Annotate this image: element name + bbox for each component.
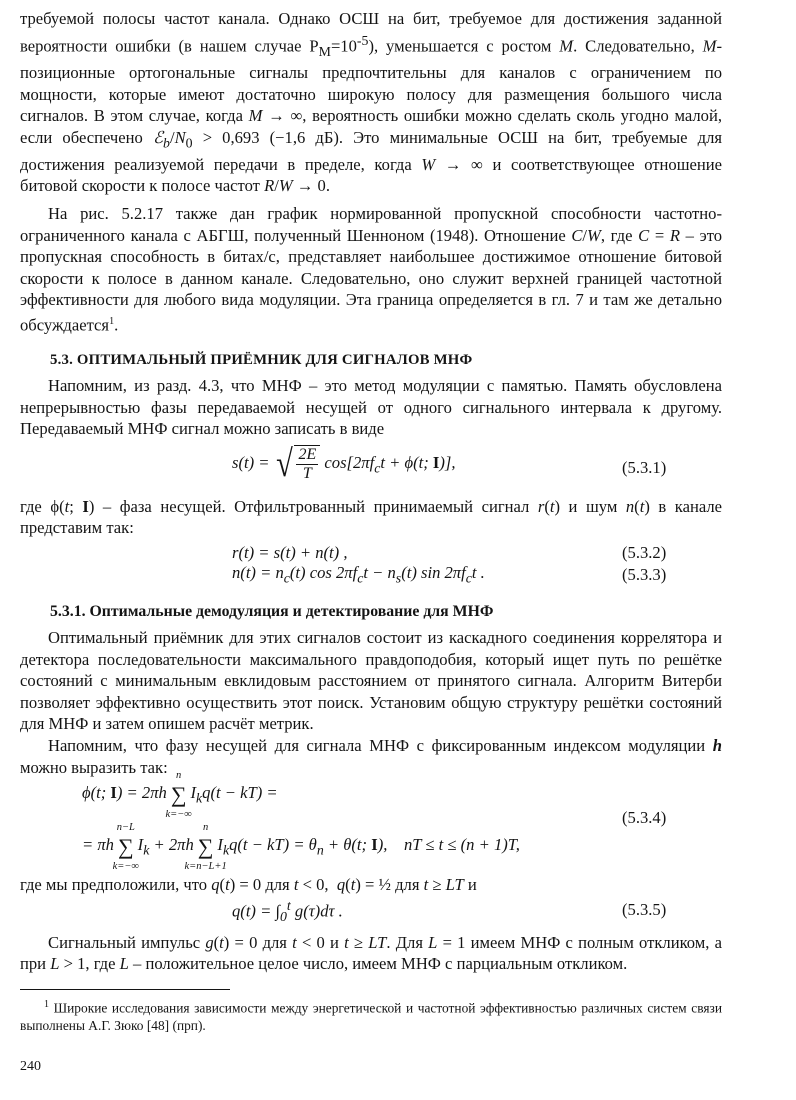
equation-5-3-2: r(t) = s(t) + n(t) , (5.3.2) xyxy=(232,542,667,562)
equation-label: (5.3.5) xyxy=(622,899,667,919)
paragraph-4: где ϕ(t; I) – фаза несущей. Отфильтрованный принимаемый сигнал r(t) и шум n(t) в канале представим так: xyxy=(20,496,722,538)
page-number: 240 xyxy=(20,1059,41,1074)
section-heading-5-3: 5.3. ОПТИМАЛЬНЫЙ ПРИЁМНИК ДЛЯ СИГНАЛОВ МНФ xyxy=(50,352,473,368)
paragraph-8: Сигнальный импульс g(t) = 0 для t < 0 и t ≥ LT. Для L = 1 имеем МНФ с полным откликом, а при L > 1, где L – положительное целое число, имеем МНФ с парциальным откликом. xyxy=(20,932,722,974)
footnote-mark: 1 xyxy=(44,998,49,1010)
subsection-heading-5-3-1: 5.3.1. Оптимальные демодуляция и детектирование для МНФ xyxy=(50,602,494,620)
equation-label: (5.3.1) xyxy=(622,457,667,477)
equation-label: (5.3.3) xyxy=(622,564,667,584)
footnote xyxy=(20,996,722,1035)
paragraph-7: где мы предположили, что q(t) = 0 для t < 0, q(t) = ½ для t ≥ LT и xyxy=(20,875,477,895)
equation-5-3-5: $q(t) = \int_0^t$ g(τ)dτ . (5.3.5) xyxy=(232,897,667,924)
equation-5-3-3: $n(t) = n_c(t)$ $\cos 2\pi f_ct - n_s(t)$ $\sin 2\pi f_ct$ . (5.3.3) xyxy=(232,562,667,586)
paragraph-6: Напомним, что фазу несущей для сигнала МНФ с фиксированным индексом модуляции h можно выразить так: xyxy=(20,735,722,777)
footnote-divider xyxy=(20,989,230,990)
page-body xyxy=(20,8,722,1035)
paragraph-1: требуемой полосы частот канала. Однако ОСШ на бит, требуемое для достижения заданной вероятности ошибки (в нашем случае $P_M=10^{-5}$), уменьшается с ростом M. Следовательно, M-позиционные ортогональные сигналы предпочтительны для каналов с ограничением по мощности, которые имеют достаточно широкую полосу для размещения большого числа сигналов. В этом случае, когда M → ∞, вероятность ошибки можно сделать сколь угодно малой, если обеспечено $ℰ_b/N_0 > 0,693$ (−1,6 дБ). Это минимальные ОСШ на бит, требуемые для достижения реализуемой передачи в пределе, когда W → ∞ и соответствующее отношение битовой скорости к полосе частот R/W → 0. xyxy=(20,9,723,196)
paragraph-2: На рис. 5.2.17 также дан график нормированной пропускной способности частотно-ограниченного канала с АБГШ, полученный Шенноном (1948). Отношение C/W, где C = R – это пропускная способность в битах/с, представляет наибольшее достижимое отношение битовой скорости к полосе в данном канале. Следовательно, оно служит верхней границей частотной эффективности для любого вида модуляции. Эта граница определяется в гл. 7 и там же детально обсуждается$^1$. xyxy=(20,203,723,335)
equation-label: (5.3.4) xyxy=(622,808,667,828)
paragraph-5: Оптимальный приёмник для этих сигналов состоит из каскадного соединения коррелятора и детектора последовательности максимального правдоподобия, который ищет путь по решётке состояний с минимальным евклидовым расстоянием от принятого сигнала. Алгоритм Витерби позволяет эффективно осуществить этот поиск. Установим общую структуру решётки состояний для МНФ и затем опишем расчёт метрик. xyxy=(20,627,722,734)
footnote-text: Широкие исследования зависимости между энергетической и частотной эффективностью различных систем связи выполнены А.Г. Зюко [48] (прп). xyxy=(20,1000,722,1034)
equation-label: (5.3.2) xyxy=(622,542,667,562)
paragraph-3: Напомним, из разд. 4.3, что МНФ – это метод модуляции с памятью. Память обусловлена непрерывностью фазы передаваемой несущей от одного сигнального интервала к другому. Передаваемый МНФ сигнал можно записать в виде xyxy=(20,376,722,439)
equation-5-3-1: s(t) = √ $\frac{2E}{T}$ $\cos[2\pi f_ct + \phi(t$; I)], (5.3.1) xyxy=(232,442,667,485)
equation-5-3-4: ϕ(t; I) = 2πh ∑ n k=−∞ $I_kq(t - kT)$ = = πh ∑ n−L k=−∞ $I_k + 2\pi h$ ∑ n k=n−L+1 $I_kq(t - kT) = \theta_n + \theta(t$; I), nT ≤ t ≤ (n + 1)T, (5.3.4) xyxy=(82,770,667,873)
